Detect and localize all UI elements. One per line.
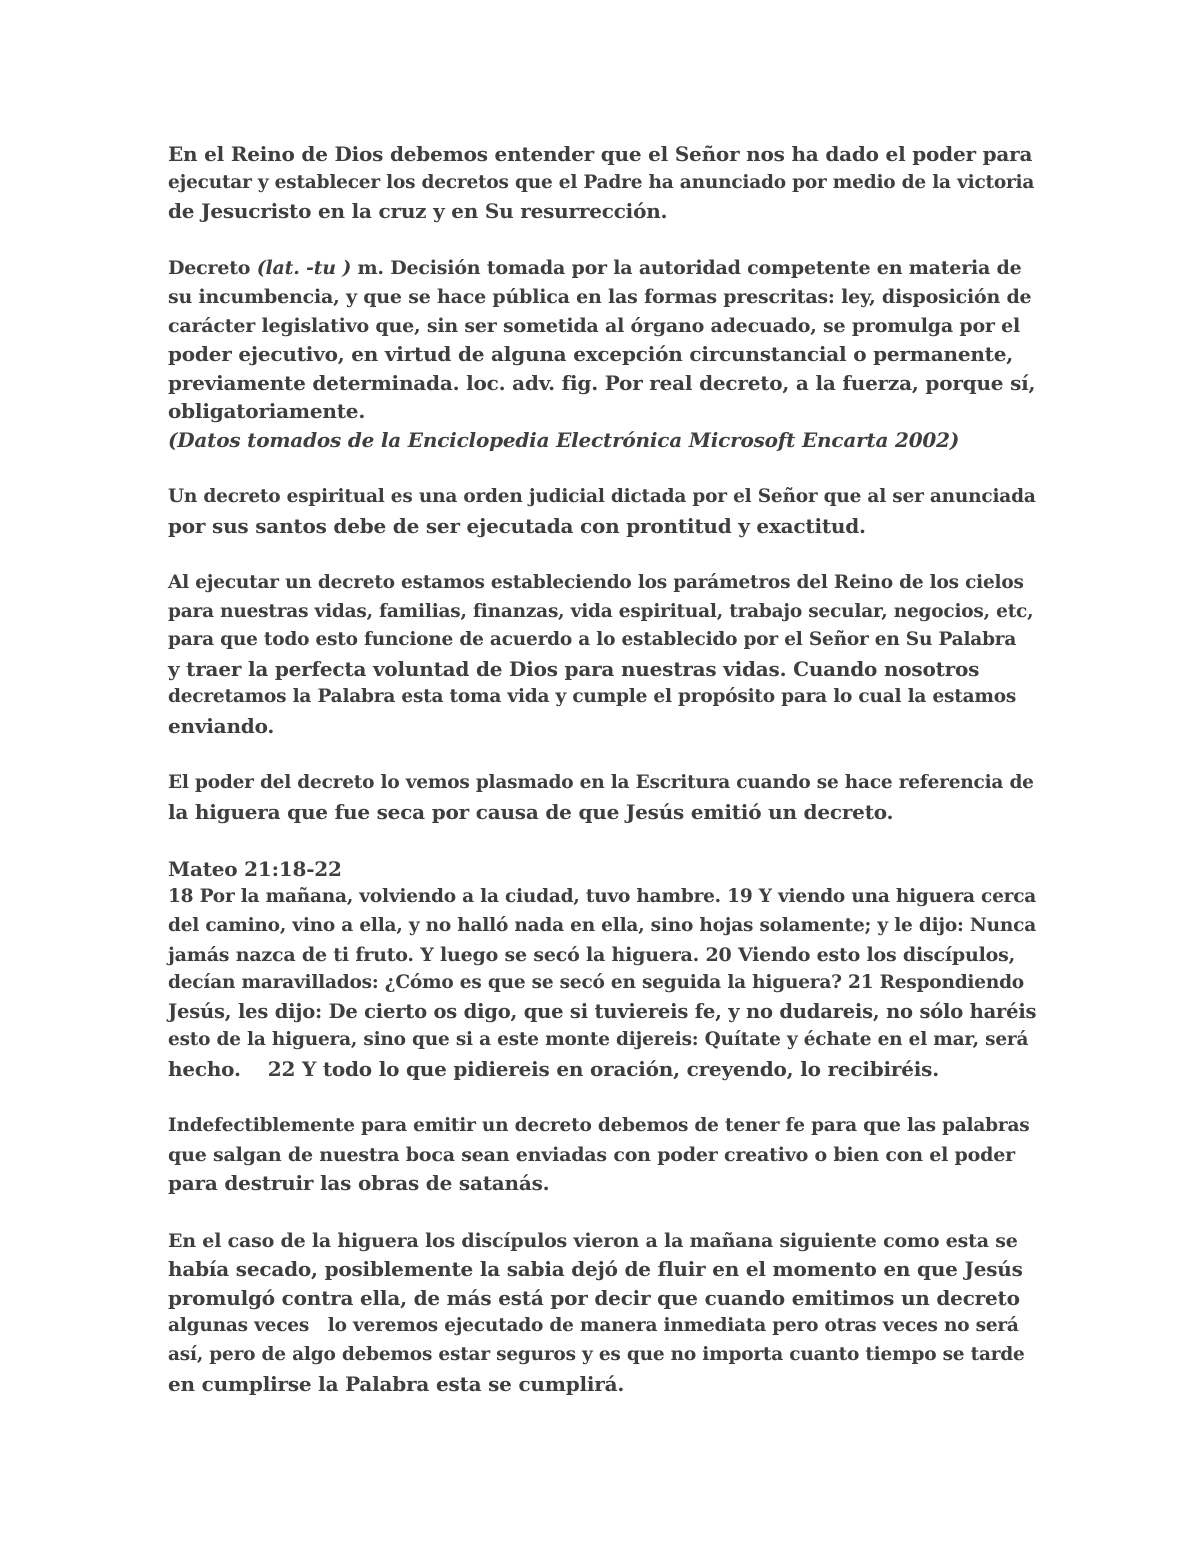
- text-line: la higuera que fue seca por causa de que Jesús emitió un decreto.: [168, 799, 894, 824]
- text-line: jamás nazca de ti fruto. Y luego se secó la higuera. 20 Viendo esto los discípulos,: [168, 943, 1015, 966]
- text-line: por sus santos debe de ser ejecutada con prontitud y exactitud.: [168, 513, 866, 538]
- text-line: Jesús, les dijo: De cierto os digo, que si tuviereis fe, y no dudareis, no sólo haréis: [168, 999, 1037, 1023]
- paragraph-intro: [168, 140, 1036, 226]
- text-line: de Jesucristo en la cruz y en Su resurrección.: [168, 199, 668, 224]
- text-line: del camino, vino a ella, y no halló nada en ella, sino hojas solamente; y le dijo: Nunca: [168, 915, 1036, 937]
- text-line: su incumbencia, y que se hace pública en las formas prescritas: ley, disposición de: [168, 285, 1032, 308]
- text-line: esto de la higuera, sino que si a este monte dijereis: Quítate y échate en el mar, será: [168, 1029, 1029, 1051]
- text-line: promulgó contra ella, de más está por decir que cuando emitimos un decreto: [168, 1285, 1020, 1310]
- text-line: poder ejecutivo, en virtud de alguna excepción circunstancial o permanente,: [168, 342, 1014, 367]
- text-line: previamente determinada. loc. adv. fig. Por real decreto, a la fuerza, porque sí,: [168, 370, 1036, 395]
- paragraph-executing-decree: [168, 569, 1036, 741]
- text-line: 18 Por la mañana, volviendo a la ciudad, tuvo hambre. 19 Y viendo una higuera cerca: [168, 886, 1037, 908]
- text-line: decían maravillados: ¿Cómo es que se secó en seguida la higuera? 21 Respondiendo: [168, 972, 1024, 994]
- paragraph-faith: [168, 1112, 1036, 1198]
- text-line: En el Reino de Dios debemos entender que el Señor nos ha dado el poder para: [168, 142, 1033, 166]
- definition-source: (Datos tomados de la Enciclopedia Electrónica Microsoft Encarta 2002): [168, 427, 960, 452]
- paragraph-fig-tree: [168, 1227, 1036, 1399]
- paragraph-power-of-decree: [168, 769, 1036, 826]
- text-line: obligatoriamente.: [168, 399, 366, 424]
- text-line: en cumplirse la Palabra esta se cumplirá.: [168, 1371, 625, 1396]
- text-line: El poder del decreto lo vemos plasmado en la Escritura cuando se hace referencia de: [168, 772, 1034, 794]
- text-line: algunas veces lo veremos ejecutado de manera inmediata pero otras veces no será: [168, 1315, 1019, 1337]
- text-line: En el caso de la higuera los discípulos vieron a la mañana siguiente como esta se: [168, 1229, 1018, 1252]
- definition-first-line: [168, 254, 1036, 283]
- text-line: ejecutar y establecer los decretos que el Padre ha anunciado por medio de la victoria: [168, 171, 1035, 193]
- text-line: que salgan de nuestra boca sean enviadas con poder creativo o bien con el poder: [168, 1143, 1015, 1166]
- text-line: para destruir las obras de satanás.: [168, 1171, 550, 1196]
- scripture-reference: Mateo 21:18-22: [168, 856, 342, 881]
- definition-text: m. Decisión tomada por la autoridad competente en materia de: [351, 257, 1022, 280]
- text-line: enviando.: [168, 713, 275, 738]
- text-line: hecho. 22 Y todo lo que pidiereis en oración, creyendo, lo recibiréis.: [168, 1057, 939, 1081]
- definition-term: Decreto: [168, 257, 257, 280]
- text-line: había secado, posiblemente la sabia dejó de fluir en el momento en que Jesús: [168, 1257, 1023, 1282]
- text-line: y traer la perfecta voluntad de Dios para nuestras vidas. Cuando nosotros: [168, 656, 980, 681]
- text-line: para nuestras vidas, familias, finanzas, vida espiritual, trabajo secular, negocios, etc,: [168, 600, 1034, 622]
- text-line: Al ejecutar un decreto estamos estableciendo los parámetros del Reino de los cielos: [168, 571, 1024, 593]
- text-line: Indefectiblemente para emitir un decreto debemos de tener fe para que las palabras: [168, 1115, 1030, 1137]
- text-line: Un decreto espiritual es una orden judicial dictada por el Señor que al ser anunciada: [168, 486, 1036, 508]
- definition-etymology: (lat. -tu ): [256, 257, 352, 280]
- text-line: carácter legislativo que, sin ser sometida al órgano adecuado, se promulga por el: [168, 314, 1021, 337]
- document-page: [168, 140, 1036, 1398]
- paragraph-scripture: [168, 855, 1036, 1084]
- text-line: así, pero de algo debemos estar seguros y es que no importa cuanto tiempo se tarde: [168, 1343, 1025, 1365]
- text-line: para que todo esto funcione de acuerdo a lo establecido por el Señor en Su Palabra: [168, 629, 1017, 651]
- paragraph-definition: [168, 254, 1036, 454]
- paragraph-spiritual-decree: [168, 483, 1036, 540]
- text-line: decretamos la Palabra esta toma vida y cumple el propósito para lo cual la estamos: [168, 686, 1017, 708]
